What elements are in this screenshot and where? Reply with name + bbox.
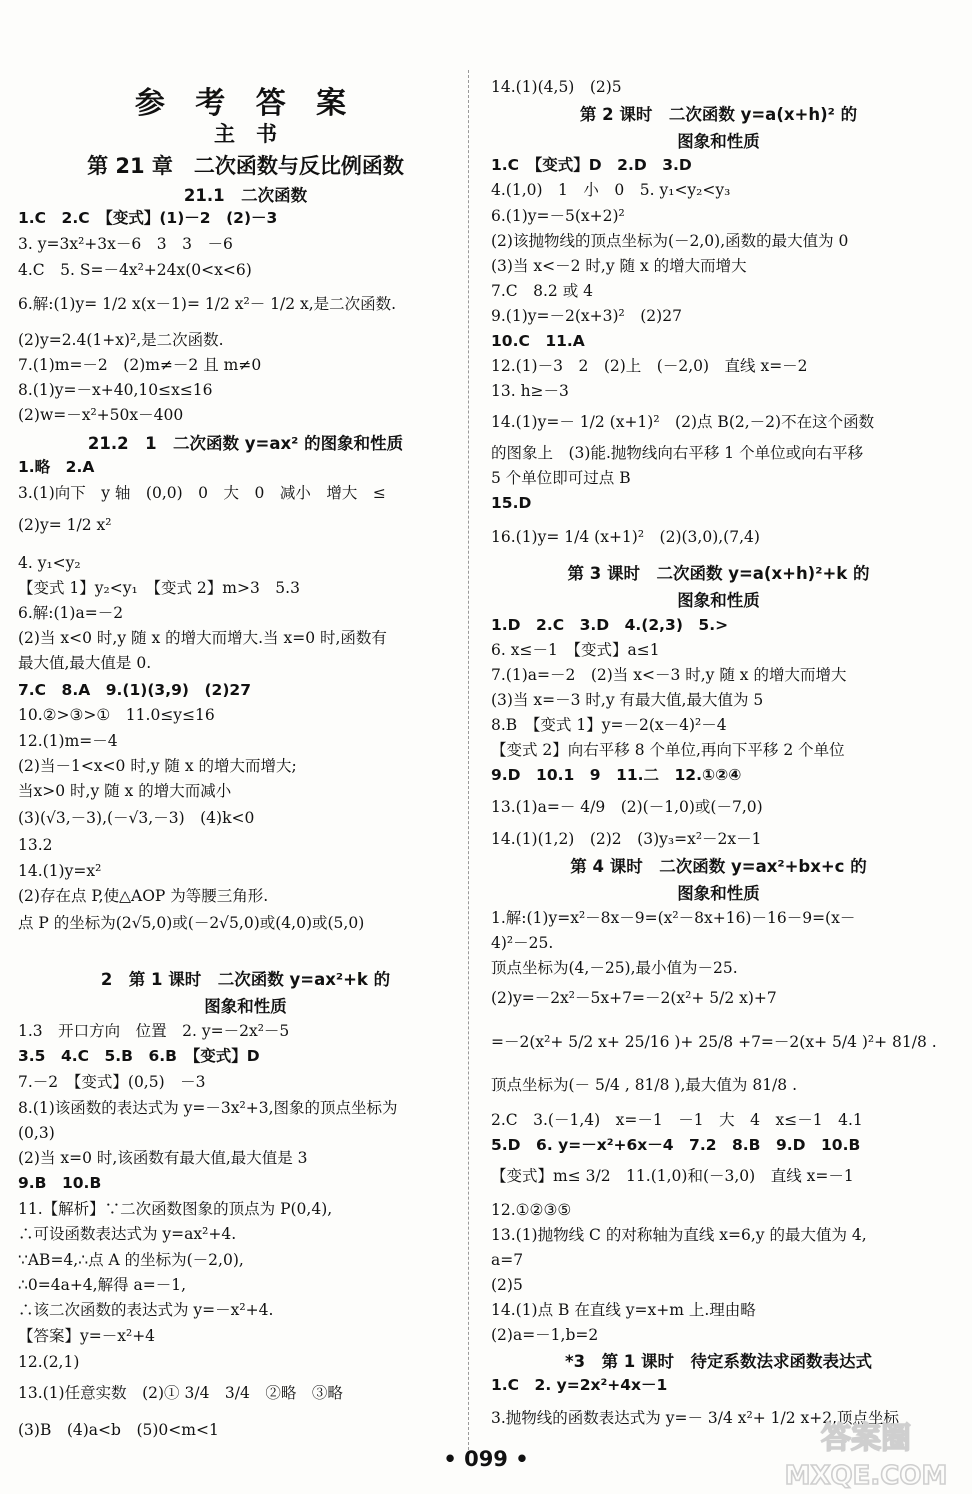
answer-line: 1.D 2.C 3.D 4.(2,3) 5.>	[491, 616, 729, 634]
answer-line: 最大值,最大值是 0.	[18, 654, 152, 672]
answer-line: 8.B 【变式 1】y=－2(x－4)²－4	[491, 716, 727, 734]
answer-line: 9.(1)y=－2(x+3)² (2)27	[491, 307, 682, 325]
answer-line: 5 个单位即可过点 B	[491, 469, 631, 487]
answer-line: 1.C 2. y=2x²+4x－1	[491, 1376, 668, 1394]
answer-line: (2)y= 1/2 x²	[18, 516, 112, 534]
answer-line: 13.(1)抛物线 C 的对称轴为直线 x=6,y 的最大值为 4,	[491, 1226, 867, 1244]
lesson-heading: 第 4 课时 二次函数 y=ax²+bx+c 的	[570, 857, 867, 876]
answer-line: (2)5	[491, 1276, 523, 1294]
answer-line: 8.(1)y=－x+40,10≤x≤16	[18, 381, 213, 399]
lesson-heading-cont: 图象和性质	[677, 132, 760, 151]
answer-line: (2)y=2.4(1+x)²,是二次函数.	[18, 331, 224, 349]
answer-line: 3. y=3x²+3x－6 3 3 －6	[18, 235, 233, 253]
lesson-heading-cont: 图象和性质	[677, 591, 760, 610]
answer-line: (3)当 x=－3 时,y 有最大值,最大值为 5	[491, 691, 764, 709]
answer-line: (2)存在点 P,使△AOP 为等腰三角形.	[18, 887, 269, 905]
answer-line: 10.②>③>① 11.0≤y≤16	[18, 706, 215, 724]
answer-line: (3)(√3,－3),(－√3,－3) (4)k<0	[18, 809, 255, 827]
lesson-heading: 第 3 课时 二次函数 y=a(x+h)²+k 的	[567, 564, 870, 583]
answer-line: 3.(1)向下 y 轴 (0,0) 0 大 0 减小 增大 ≤	[18, 484, 386, 502]
answer-line: 6.解:(1)a=－2	[18, 604, 124, 622]
answer-line: (3)当 x<－2 时,y 随 x 的增大而增大	[491, 257, 747, 275]
page-number: • 099 •	[443, 1447, 529, 1471]
answer-line: 当x>0 时,y 随 x 的增大而减小	[18, 782, 232, 800]
lesson-heading-cont: 图象和性质	[677, 884, 760, 903]
answer-line: ∴可设函数表达式为 y=ax²+4.	[18, 1225, 237, 1243]
answer-line: 14.(1)(4,5) (2)5	[491, 78, 622, 96]
answer-line: 的图象上 (3)能.抛物线向右平移 1 个单位或向右平移	[491, 444, 864, 462]
answer-line: 14.(1)y=x²	[18, 862, 102, 880]
answer-line: (2)w=－x²+50x－400	[18, 406, 184, 424]
answer-line: 顶点坐标为(4,－25),最小值为－25.	[491, 959, 738, 977]
answer-line: (0,3)	[18, 1124, 55, 1142]
watermark-text-bottom: MXQE.COM	[784, 1461, 948, 1491]
answer-line: 1.C 【变式】D 2.D 3.D	[491, 156, 692, 174]
answer-line: 1.略 2.A	[18, 458, 95, 476]
answer-line: ∴0=4a+4,解得 a=－1,	[18, 1276, 187, 1294]
answer-line: 【变式】m≤ 3/2 11.(1,0)和(－3,0) 直线 x=－1	[491, 1167, 854, 1185]
answer-line: 1.C 2.C 【变式】(1)－2 (2)－3	[18, 209, 278, 227]
answer-line: (2)当 x=0 时,该函数有最大值,最大值是 3	[18, 1149, 308, 1167]
section-main-book: 主 书	[214, 122, 277, 146]
answer-line: (2)y=－2x²－5x+7=－2(x²+ 5/2 x)+7	[491, 989, 777, 1007]
answer-line: 15.D	[491, 494, 532, 512]
answer-line: (2)a=－1,b=2	[491, 1326, 599, 1344]
answer-line: 4.(1,0) 1 小 0 5. y₁<y₂<y₃	[491, 181, 731, 199]
answer-line: (2)当 x<0 时,y 随 x 的增大而增大.当 x=0 时,函数有	[18, 629, 387, 647]
answer-line: 12.(2,1)	[18, 1353, 80, 1371]
answer-line: 4.C 5. S=－4x²+24x(0<x<6)	[18, 261, 252, 279]
answer-line: 13.(1)a=－ 4/9 (2)(－1,0)或(－7,0)	[491, 798, 763, 816]
answer-line: 14.(1)y=－ 1/2 (x+1)² (2)点 B(2,－2)不在这个函数	[491, 413, 875, 431]
answer-line: (2)当－1<x<0 时,y 随 x 的增大而增大;	[18, 757, 297, 775]
answer-line: 7.(1)m=－2 (2)m≠－2 且 m≠0	[18, 356, 262, 374]
answer-line: 12.①②③⑤	[491, 1201, 572, 1219]
answer-line: 点 P 的坐标为(2√5,0)或(－2√5,0)或(4,0)或(5,0)	[18, 914, 365, 932]
answer-line: 【变式 2】向右平移 8 个单位,再向下平移 2 个单位	[491, 741, 845, 759]
lesson-heading: 第 2 课时 二次函数 y=a(x+h)² 的	[579, 105, 858, 124]
answer-line: 6.(1)y=－5(x+2)²	[491, 207, 625, 225]
answer-line: 7.－2 【变式】(0,5) －3	[18, 1073, 206, 1091]
answer-line: 3.5 4.C 5.B 6.B 【变式】D	[18, 1047, 260, 1065]
answer-line: 8.(1)该函数的表达式为 y=－3x²+3,图象的顶点坐标为	[18, 1099, 398, 1117]
answer-line: 7.C 8.A 9.(1)(3,9) (2)27	[18, 681, 251, 699]
answer-line: 11.【解析】∵二次函数图象的顶点为 P(0,4),	[18, 1200, 333, 1218]
answer-line: (3)B (4)a<b (5)0<m<1	[18, 1421, 219, 1439]
lesson-heading-cont: 图象和性质	[204, 997, 287, 1016]
answer-line: 【答案】y=－x²+4	[18, 1327, 156, 1345]
answer-line: 12.(1)－3 2 (2)上 (－2,0) 直线 x=－2	[491, 357, 808, 375]
answer-line: 1.解:(1)y=x²－8x－9=(x²－8x+16)－16－9=(x－	[491, 909, 856, 927]
answer-line: 1.3 开口方向 位置 2. y=－2x²－5	[18, 1022, 290, 1040]
answer-line: 2.C 3.(－1,4) x=－1 －1 大 4 x≤－1 4.1	[491, 1111, 863, 1129]
answer-line: 10.C 11.A	[491, 332, 585, 350]
answer-line: 6. x≤－1 【变式】a≤1	[491, 641, 660, 659]
answer-line: 4. y₁<y₂	[18, 554, 81, 572]
watermark-text-top: 答案圈	[821, 1421, 911, 1456]
answer-line: 6.解:(1)y= 1/2 x(x－1)= 1/2 x²－ 1/2 x,是二次函数.	[18, 295, 397, 313]
watermark-logo	[766, 1410, 966, 1492]
section-heading-21-2: 21.2 1 二次函数 y=ax² 的图象和性质	[87, 434, 404, 453]
lesson-heading: 2 第 1 课时 二次函数 y=ax²+k 的	[100, 970, 391, 989]
answer-line: 16.(1)y= 1/4 (x+1)² (2)(3,0),(7,4)	[491, 528, 760, 546]
answer-line: 【变式 1】y₂<y₁ 【变式 2】m>3 5.3	[18, 579, 300, 597]
answer-line: 13. h≥－3	[491, 382, 569, 400]
answer-line: 3.抛物线的函数表达式为 y=－ 3/4 x²+ 1/2 x+2,顶点坐标	[491, 1409, 900, 1427]
answer-line: 顶点坐标为(－ 5/4 , 81/8 ),最大值为 81/8 .	[491, 1076, 797, 1094]
answer-line: =－2(x²+ 5/2 x+ 25/16 )+ 25/8 +7=－2(x+ 5/4 )²+ 81/8 .	[491, 1033, 937, 1051]
chapter-heading: 第 21 章 二次函数与反比例函数	[87, 154, 404, 178]
answer-line: 7.(1)a=－2 (2)当 x<－3 时,y 随 x 的增大而增大	[491, 666, 847, 684]
answer-line: a=7	[491, 1251, 524, 1269]
section-heading-21-1: 21.1 二次函数	[183, 186, 308, 205]
answer-line: 4)²－25.	[491, 934, 554, 952]
answer-line: 7.C 8.2 或 4	[491, 282, 594, 300]
lesson-heading: *3 第 1 课时 待定系数法求函数表达式	[564, 1352, 873, 1371]
answer-line: ∵AB=4,∴点 A 的坐标为(－2,0),	[18, 1251, 244, 1269]
answer-line: (2)该抛物线的顶点坐标为(－2,0),函数的最大值为 0	[491, 232, 849, 250]
page-title: 参 考 答 案	[134, 86, 357, 121]
column-divider	[468, 70, 469, 1450]
answer-line: 12.(1)m=－4	[18, 732, 118, 750]
answer-line: ∴该二次函数的表达式为 y=－x²+4.	[18, 1301, 274, 1319]
answer-line: 13.(1)任意实数 (2)① 3/4 3/4 ②略 ③略	[18, 1384, 343, 1402]
answer-line: 5.D 6. y=－x²+6x－4 7.2 8.B 9.D 10.B	[491, 1136, 861, 1154]
answer-line: 9.D 10.1 9 11.二 12.①②④	[491, 766, 742, 784]
answer-line: 14.(1)点 B 在直线 y=x+m 上.理由略	[491, 1301, 756, 1319]
answer-line: 9.B 10.B	[18, 1174, 102, 1192]
answer-line: 13.2	[18, 836, 53, 854]
answer-line: 14.(1)(1,2) (2)2 (3)y₃=x²－2x－1	[491, 830, 762, 848]
